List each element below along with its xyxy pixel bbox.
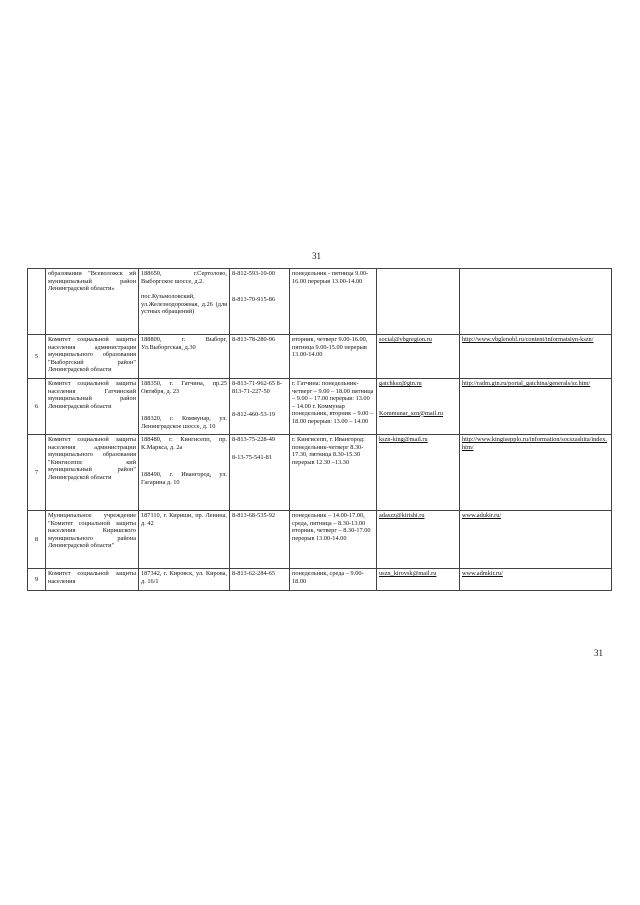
organization-cell — [46, 269, 139, 335]
row-number-cell — [28, 511, 46, 569]
table-row — [28, 379, 612, 435]
row-number: 5 — [34, 352, 39, 360]
table-row — [28, 335, 612, 379]
address-secondary: пос.Кузьмоловский, ул.Железнодорожная, д.26 (для устных обращений) — [141, 293, 229, 316]
address-primary: 188800, г. Выборг, Ул.Выборгская, д.30 — [141, 336, 229, 351]
address-primary: 188480, г. Кингисепп, пр. К.Маркса, д. 2а — [141, 436, 229, 451]
hours-cell — [290, 269, 377, 335]
phone-primary: 8-813-78-280-96 — [232, 336, 276, 343]
page-number-top: 31 — [312, 251, 321, 261]
email-link[interactable]: uszn_kirovsk@mail.ru — [379, 570, 437, 577]
working-hours: г. Гатчина: понедельник-четверг – 9.00 – 18.00 пятница – 9.00 – 17.00 перерыв: 13.00 – 14.00 г. Коммунар понедельник, вторник – 9.00 – 18.00 перерыв: 13.00 – 14.00 — [292, 380, 376, 425]
working-hours: вторник, четверг 9.00-16.00, пятница 9.00-15.00 перерыв 13.00-14.00 — [292, 336, 369, 359]
email-cell — [377, 379, 460, 435]
organization-cell — [46, 569, 139, 591]
table-row — [28, 269, 612, 335]
organization-cell — [46, 435, 139, 511]
website-link[interactable]: http://www.kingisepplo.ru/information/socszashita/index.htm/ — [462, 436, 607, 451]
email-cell — [377, 569, 460, 591]
website-link[interactable]: http://radm.gtn.ru/portal_gatchina/generals/sz.htm/ — [462, 380, 591, 387]
website-cell — [460, 569, 612, 591]
address-cell — [139, 379, 230, 435]
address-cell — [139, 435, 230, 511]
phone-secondary: 8-813-70-915-86 — [232, 295, 276, 303]
organization-name: Комитет социальной защиты населения Гатчинский муниципальный район Ленинградской области — [48, 380, 138, 410]
phone-cell — [230, 379, 290, 435]
row-number: 6 — [34, 402, 39, 410]
website-link[interactable]: www.adukir.ru/ — [462, 512, 502, 519]
row-number-cell — [28, 269, 46, 335]
website-cell — [460, 379, 612, 435]
phone-primary: 8-813-71-962-65 8-813-71-227-50 — [232, 380, 282, 395]
phone-cell — [230, 335, 290, 379]
address-cell — [139, 335, 230, 379]
phone-cell — [230, 569, 290, 591]
address-cell — [139, 269, 230, 335]
row-number-cell — [28, 569, 46, 591]
email-link[interactable]: gatchksz@gtn.ru — [379, 380, 422, 387]
hours-cell — [290, 435, 377, 511]
hours-cell — [290, 511, 377, 569]
phone-primary: 8-813-62-284-65 — [232, 570, 276, 577]
organization-name: Комитет социальной защиты населения администрации муниципального образования "Кингисеппс кий муниципальный район" Ленинградской области — [48, 436, 138, 481]
phone-primary: 8-813-68-535-92 — [232, 512, 276, 519]
email-cell — [377, 335, 460, 379]
organization-name: Муниципальное учреждение "Комитет социальной защиты населения Киришского муниципального района Ленинградской области" — [48, 512, 138, 550]
organization-cell — [46, 511, 139, 569]
table-row — [28, 569, 612, 591]
phone-cell — [230, 269, 290, 335]
phone-cell — [230, 511, 290, 569]
email-cell — [377, 269, 460, 335]
table-row — [28, 511, 612, 569]
email-link[interactable]: adaszz@kirishi.ru — [379, 512, 425, 519]
address-secondary: 188490, г. Ивангород, ул. Гагарина д. 10 — [141, 471, 229, 486]
address-cell — [139, 511, 230, 569]
services-table — [27, 268, 612, 591]
phone-secondary: 8-812-460-53-19 — [232, 411, 276, 419]
address-primary: 187342, г. Кировск, ул. Кирова, д. 16/1 — [141, 570, 229, 585]
website-link[interactable]: http://www.vbglenobl.ru/content/informatsiyn-kszn/ — [462, 336, 594, 343]
table-row — [28, 435, 612, 511]
working-hours: понедельник - пятница 9.00-16.00 перерыв 13.00-14.00 — [292, 270, 369, 285]
row-number-cell — [28, 379, 46, 435]
address-secondary: 188320, г. Коммунар, ул. Ленинградское шоссе, д. 10 — [141, 415, 229, 430]
address-primary: 188350, г. Гатчина, пр.25 Октября, д. 23 — [141, 380, 229, 395]
organization-name: Комитет социальной защиты населения администрация муниципального образования "Выборгский район" Ленинградской области — [48, 336, 138, 374]
address-primary: 188650, г.Сертолово, Выборгское шоссе, д.2. — [141, 270, 229, 285]
hours-cell — [290, 335, 377, 379]
row-number: 9 — [34, 575, 39, 583]
row-number-cell — [28, 435, 46, 511]
website-cell — [460, 335, 612, 379]
row-number: 8 — [34, 535, 39, 543]
website-link[interactable]: www.admkir.ru/ — [462, 570, 503, 577]
website-cell — [460, 269, 612, 335]
email-cell — [377, 435, 460, 511]
address-primary: 187110, г. Кириши, пр. Ленина, д. 42 — [141, 512, 229, 527]
organization-name: образовании "Всеволожск ий муниципальный район Ленинградской области» — [48, 270, 138, 293]
phone-cell — [230, 435, 290, 511]
working-hours: г. Кингисепп, г. Ивангород: понедельник-четверг 8.30-17.30, пятница 8.30-15.30 перерыв 12.30 –13.30 — [292, 436, 367, 466]
hours-cell — [290, 569, 377, 591]
website-cell — [460, 435, 612, 511]
phone-primary: 8-812-593-10-00 — [232, 270, 276, 277]
page-number-bottom: 31 — [594, 648, 603, 658]
hours-cell — [290, 379, 377, 435]
email-link[interactable]: kszn-king@mail.ru — [379, 436, 428, 443]
email-link-secondary[interactable]: Kommunar_szn@mail.ru — [379, 409, 444, 417]
working-hours: понедельник, среда – 9.00-18.00 — [292, 570, 364, 585]
email-link[interactable]: social@vbgregion.ru — [379, 336, 432, 343]
organization-name: Комитет социальной защиты населения — [48, 570, 138, 585]
row-number-cell — [28, 335, 46, 379]
organization-cell — [46, 335, 139, 379]
organization-cell — [46, 379, 139, 435]
email-cell — [377, 511, 460, 569]
website-cell — [460, 511, 612, 569]
phone-secondary: 8-13-75-541-81 — [232, 453, 272, 461]
address-cell — [139, 569, 230, 591]
row-number: 7 — [34, 468, 39, 476]
phone-primary: 8-813-75-228-49 — [232, 436, 276, 443]
working-hours: понедельник – 14.00-17.00, среда, пятница – 8.30-13.00 вторник, четверг – 8.30-17.00 перерыв 13.00-14.00 — [292, 512, 373, 542]
